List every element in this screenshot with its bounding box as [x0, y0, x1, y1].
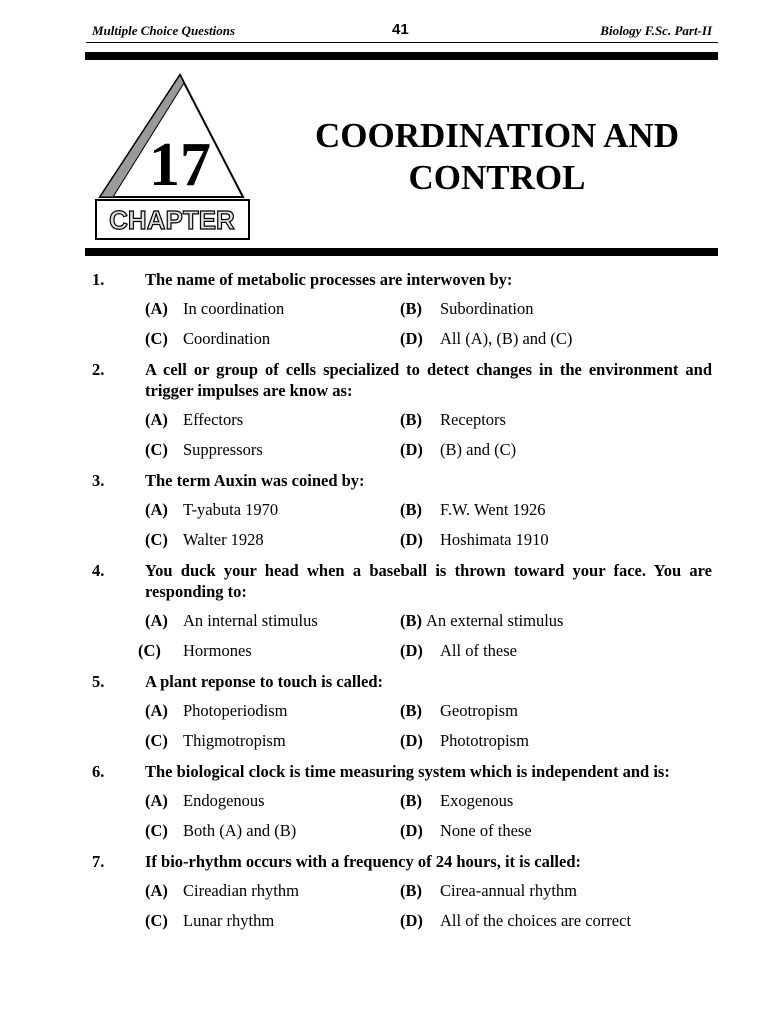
question-number: 1. [92, 269, 105, 289]
option-label: (A) [145, 791, 168, 810]
option-text: None of these [440, 821, 532, 840]
option-label: (B) [400, 791, 422, 810]
option-d [400, 906, 712, 936]
option-label: (D) [400, 440, 423, 459]
question-text: A plant reponse to touch is called: [145, 671, 384, 691]
question-number: 2. [92, 359, 105, 379]
option-text: In coordination [183, 299, 285, 318]
option-b [400, 876, 712, 906]
question-5 [92, 666, 712, 756]
question-text: You duck your head when a baseball is thrown toward your face. You are responding to: [145, 560, 712, 601]
option-row [92, 495, 712, 525]
option-row [92, 816, 712, 846]
option-row [92, 876, 712, 906]
option-text: Hormones [183, 641, 252, 660]
question-number: 7. [92, 851, 105, 871]
option-text: Exogenous [440, 791, 514, 810]
option-label: (B) [400, 611, 422, 630]
option-b [400, 495, 712, 525]
chapter-number: 17 [149, 131, 211, 199]
option-label: (B) [400, 299, 422, 318]
question-6 [92, 756, 712, 846]
option-c [138, 636, 400, 666]
option-row [92, 606, 712, 636]
option-a [145, 786, 400, 816]
option-label: (A) [145, 500, 168, 519]
question-stem [92, 666, 712, 696]
option-label: (A) [145, 701, 168, 720]
chapter-emblem [90, 68, 260, 246]
option-text: Both (A) and (B) [183, 821, 297, 840]
question-list [92, 264, 712, 936]
option-d [400, 435, 712, 465]
question-1 [92, 264, 712, 354]
option-a [145, 495, 400, 525]
option-b [400, 786, 712, 816]
question-stem [92, 354, 712, 405]
option-text: Thigmotropism [183, 731, 286, 750]
question-number: 6. [92, 761, 105, 781]
option-label: (D) [400, 641, 423, 660]
question-text: The biological clock is time measuring system which is independent and is: [145, 761, 670, 781]
option-b [400, 606, 712, 636]
option-text: All of the choices are correct [440, 911, 632, 930]
option-a [145, 405, 400, 435]
option-text: Endogenous [183, 791, 265, 810]
option-c [145, 324, 400, 354]
option-c [145, 816, 400, 846]
option-label: (B) [400, 410, 422, 429]
option-b [400, 294, 712, 324]
running-header-right: Biology F.Sc. Part-II [600, 23, 712, 38]
option-text: (B) and (C) [440, 440, 517, 459]
option-label: (A) [145, 611, 168, 630]
option-row [92, 696, 712, 726]
option-row [92, 786, 712, 816]
option-label: (A) [145, 410, 168, 429]
option-label: (C) [145, 911, 168, 930]
chapter-label: CHAPTER [109, 205, 235, 235]
question-text: If bio-rhythm occurs with a frequency of 24 hours, it is called: [145, 851, 582, 871]
option-a [145, 294, 400, 324]
option-text: Hoshimata 1910 [440, 530, 549, 549]
chapter-title: COORDINATION AND CONTROL [315, 116, 679, 197]
running-header-left: Multiple Choice Questions [92, 23, 236, 38]
question-7 [92, 846, 712, 936]
option-label: (C) [138, 641, 161, 660]
question-number: 5. [92, 671, 105, 691]
option-label: (A) [145, 299, 168, 318]
option-row [92, 525, 712, 555]
option-label: (C) [145, 821, 168, 840]
question-number: 3. [92, 470, 105, 490]
question-stem [92, 264, 712, 294]
option-row [92, 324, 712, 354]
option-row [92, 636, 712, 666]
option-a [145, 876, 400, 906]
page-number: 41 [392, 21, 409, 38]
option-row [92, 405, 712, 435]
option-text: All of these [440, 641, 517, 660]
option-text: An external stimulus [426, 611, 564, 630]
option-a [145, 606, 400, 636]
option-d [400, 324, 712, 354]
option-row [92, 435, 712, 465]
question-stem [92, 756, 712, 786]
question-stem [92, 555, 712, 606]
option-label: (D) [400, 731, 423, 750]
option-row [92, 906, 712, 936]
option-text: Phototropism [440, 731, 529, 750]
option-text: T-yabuta 1970 [183, 500, 279, 519]
option-c [145, 525, 400, 555]
option-c [145, 906, 400, 936]
option-text: All (A), (B) and (C) [440, 329, 573, 348]
option-d [400, 726, 712, 756]
option-a [145, 696, 400, 726]
option-label: (D) [400, 911, 423, 930]
option-text: Cirea-annual rhythm [440, 881, 577, 900]
option-text: Subordination [440, 299, 534, 318]
option-text: F.W. Went 1926 [440, 500, 546, 519]
option-label: (D) [400, 329, 423, 348]
option-c [145, 726, 400, 756]
option-text: Photoperiodism [183, 701, 288, 720]
option-d [400, 816, 712, 846]
option-text: Suppressors [183, 440, 263, 459]
option-text: Lunar rhythm [183, 911, 275, 930]
question-stem [92, 465, 712, 495]
option-label: (C) [145, 731, 168, 750]
option-text: Effectors [183, 410, 244, 429]
option-label: (A) [145, 881, 168, 900]
option-b [400, 405, 712, 435]
question-2 [92, 354, 712, 465]
question-3 [92, 465, 712, 555]
option-row [92, 726, 712, 756]
option-text: Receptors [440, 410, 506, 429]
question-4 [92, 555, 712, 666]
option-d [400, 525, 712, 555]
option-row [92, 294, 712, 324]
option-label: (B) [400, 881, 422, 900]
option-c [145, 435, 400, 465]
option-text: Cireadian rhythm [183, 881, 299, 900]
option-d [400, 636, 712, 666]
option-text: Geotropism [440, 701, 518, 720]
option-text: Coordination [183, 329, 271, 348]
question-text: The name of metabolic processes are interwoven by: [145, 269, 513, 289]
option-label: (C) [145, 329, 168, 348]
question-number: 4. [92, 560, 105, 580]
top-divider-bar [85, 52, 718, 60]
question-text: The term Auxin was coined by: [145, 470, 365, 490]
question-text: A cell or group of cells specialized to detect changes in the environment and trigger impulses are know as: [145, 359, 712, 400]
header-rule [86, 42, 718, 43]
bottom-divider-bar [85, 248, 718, 256]
option-label: (B) [400, 500, 422, 519]
option-label: (B) [400, 701, 422, 720]
option-label: (C) [145, 530, 168, 549]
option-label: (D) [400, 530, 423, 549]
option-text: Walter 1928 [183, 530, 264, 549]
option-text: An internal stimulus [183, 611, 318, 630]
option-label: (D) [400, 821, 423, 840]
option-b [400, 696, 712, 726]
option-label: (C) [145, 440, 168, 459]
question-stem [92, 846, 712, 876]
